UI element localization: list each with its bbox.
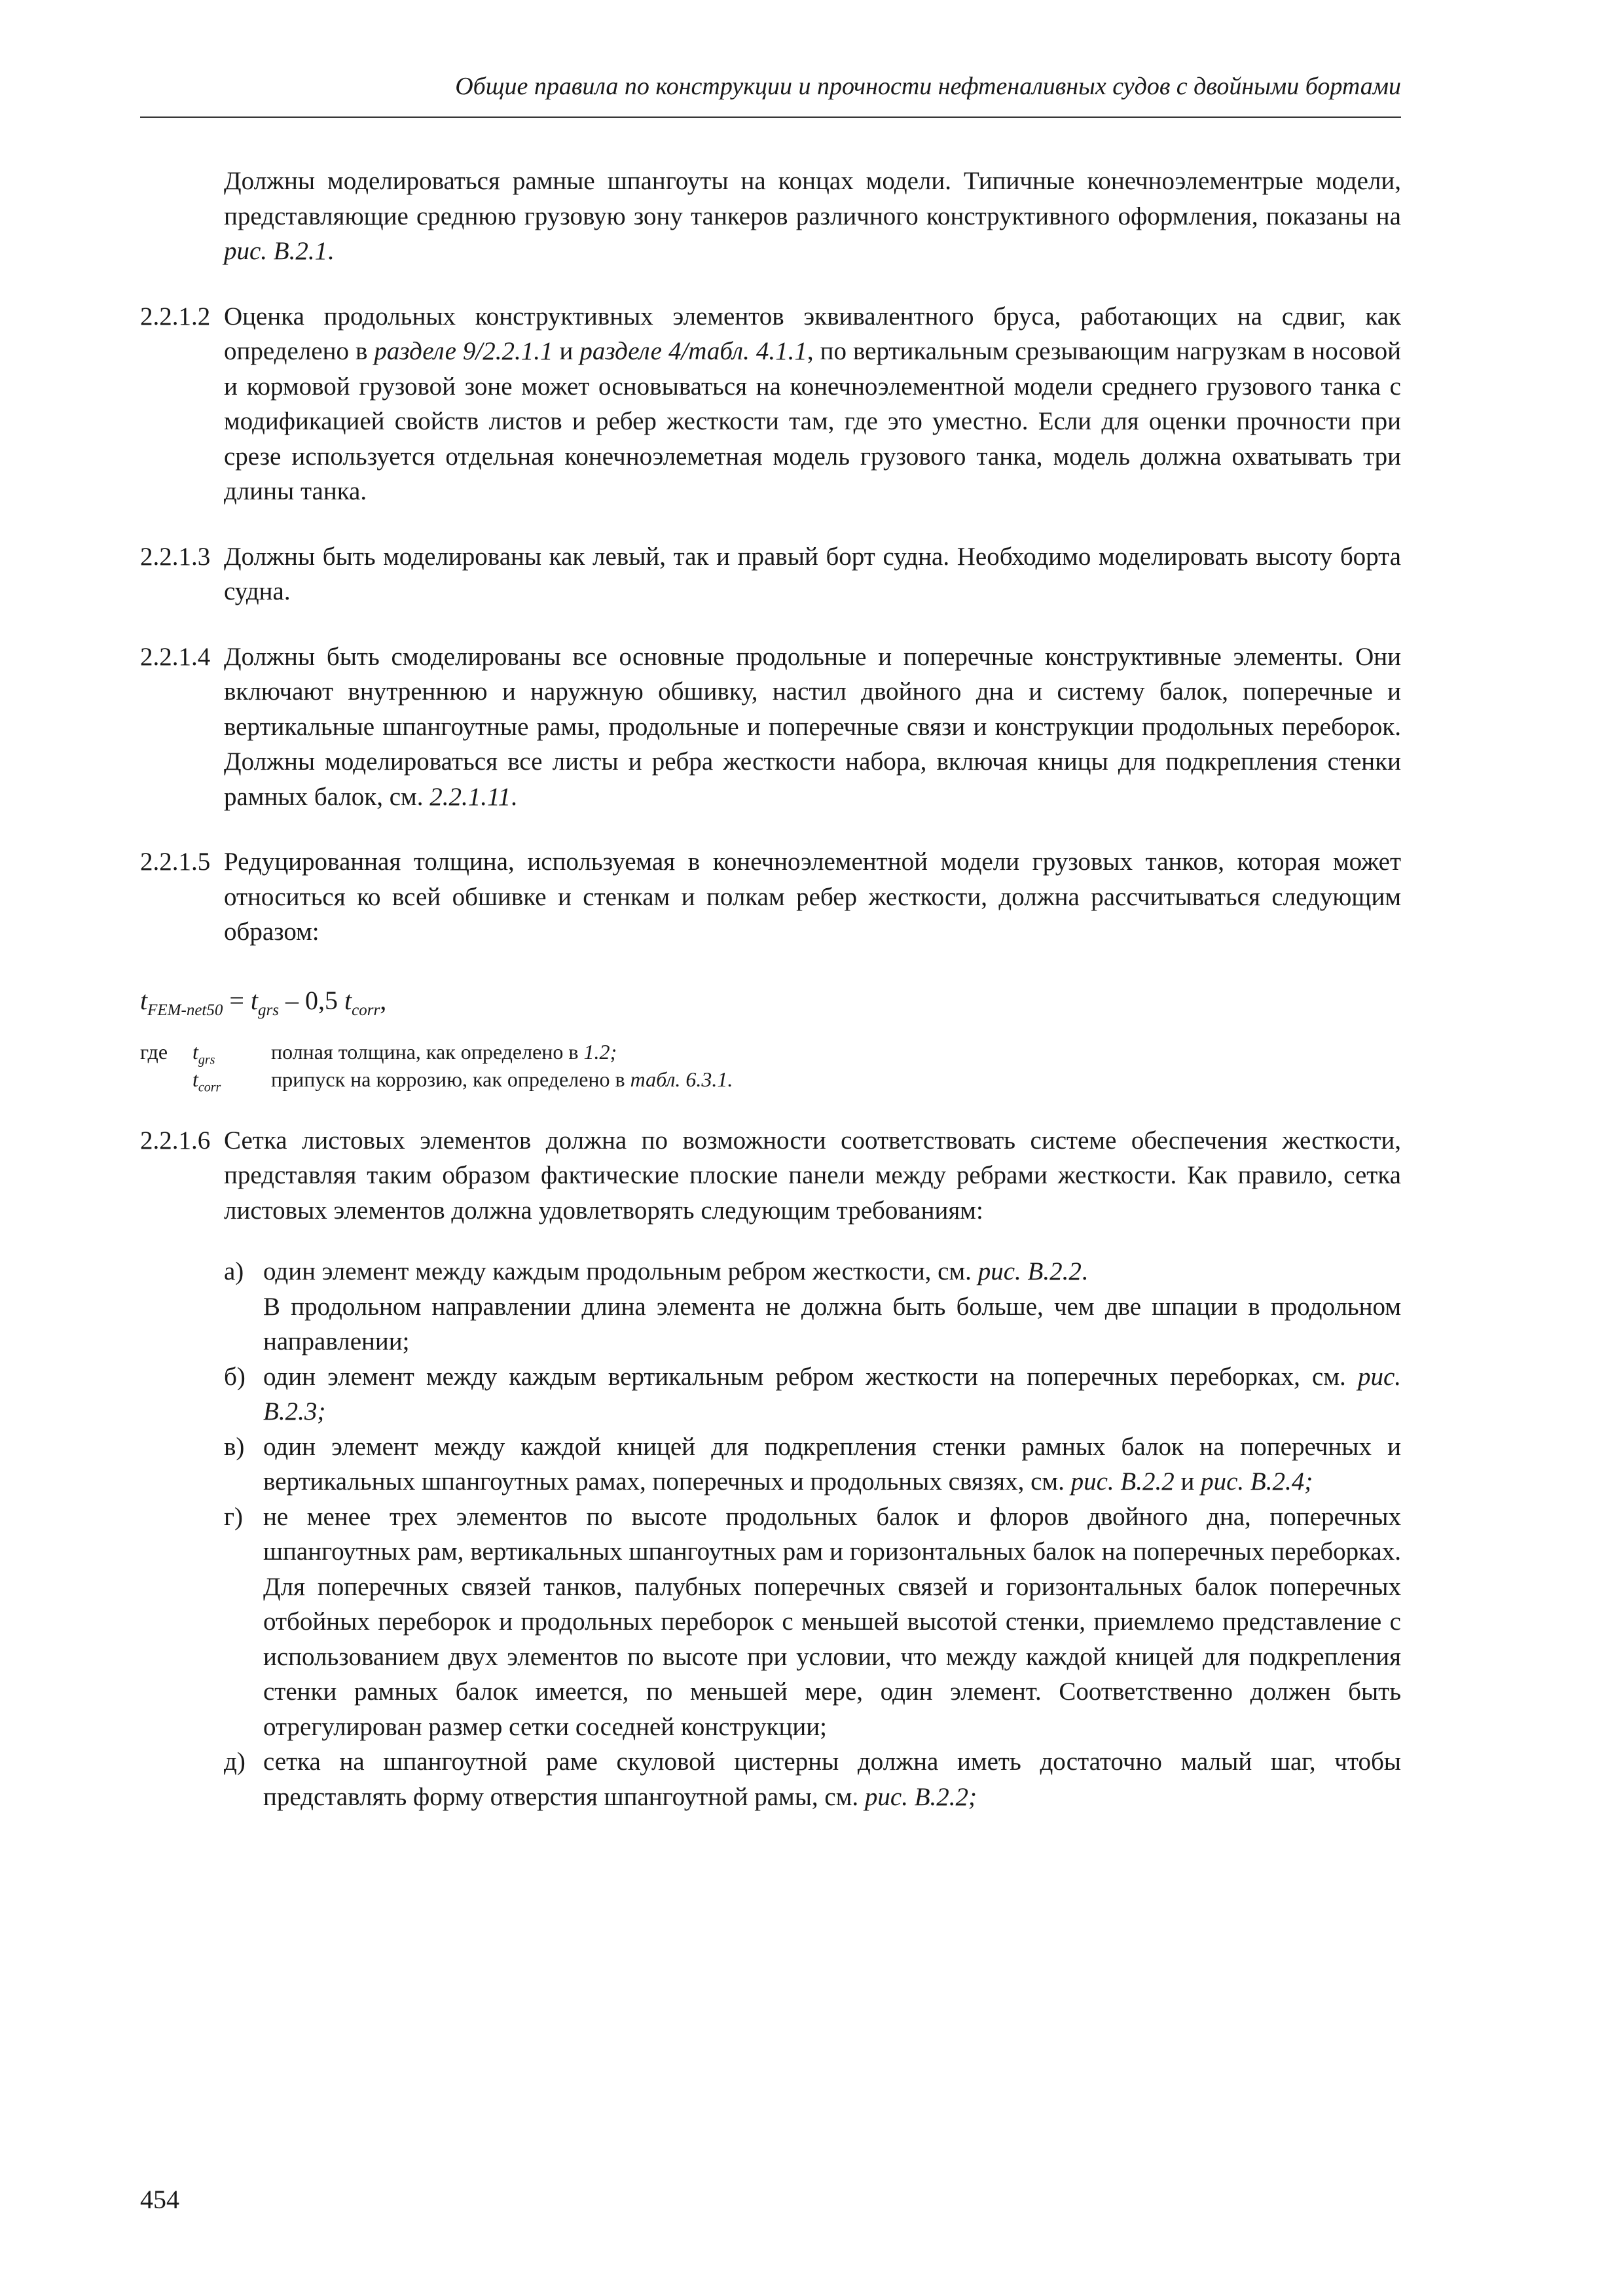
figure-ref: рис. В.2.2; bbox=[864, 1782, 977, 1811]
definition-ref: табл. 6.3.1. bbox=[630, 1067, 733, 1091]
list-item-v bbox=[224, 1429, 1401, 1499]
intro-paragraph bbox=[140, 164, 1401, 269]
paragraph-end: . bbox=[511, 782, 517, 811]
list-marker: д) bbox=[224, 1748, 246, 1776]
paragraph-2-2-1-6 bbox=[140, 1123, 1401, 1229]
paragraph-text: Должны быть моделированы как левый, так и правый борт судна. Необходимо моделировать высоту борта судна. bbox=[224, 542, 1401, 605]
paragraph-number: 2.2.1.6 bbox=[140, 1126, 211, 1155]
paragraph-2-2-1-4 bbox=[140, 639, 1401, 815]
definition-row bbox=[140, 1038, 1401, 1066]
section-ref-2: разделе 4/табл. 4.1.1 bbox=[579, 337, 807, 365]
where-label: где bbox=[140, 1039, 168, 1064]
list-marker: г) bbox=[224, 1502, 243, 1531]
intro-text: Должны моделироваться рамные шпангоуты на концах модели. Типичные конечноэлементрые модели, представляющие среднюю грузовую зону танкеров различного конструктивного оформления, показаны на bbox=[224, 167, 1401, 230]
intro-figure-ref: рис. В.2.1 bbox=[224, 237, 328, 265]
list-item-text: один элемент между каждой кницей для подкрепления стенки рамных балок на поперечных и вертикальных шпангоутных рамах, поперечных и продольных связях, см. bbox=[263, 1432, 1401, 1496]
definition-symbol: $t_{corr}$ bbox=[192, 1067, 221, 1094]
header-divider bbox=[140, 117, 1401, 118]
formula-minus: – 0,5 bbox=[279, 985, 345, 1015]
intro-end: . bbox=[327, 237, 334, 265]
paragraph-number: 2.2.1.2 bbox=[140, 302, 211, 331]
list-item-mid: и bbox=[1174, 1467, 1201, 1496]
list-item-text: сетка на шпангоутной раме скуловой цистерны должна иметь достаточно малый шаг, чтобы представлять форму отверстия шпангоутной рамы, см. bbox=[263, 1748, 1401, 1811]
list-item-g bbox=[224, 1499, 1401, 1745]
paragraph-number: 2.2.1.3 bbox=[140, 542, 211, 571]
formula-subscript: FEM-net50 bbox=[147, 1001, 223, 1019]
list-item-text: один элемент между каждым продольным ребром жесткости, см. bbox=[263, 1257, 978, 1285]
formula-definitions bbox=[140, 1038, 1401, 1093]
list-item-text: не менее трех элементов по высоте продольных балок и флоров двойного дна, поперечных шпангоутных рам, вертикальных шпангоутных рам и горизонтальных балок на поперечных переборках. Для поперечных связей танков, палубных поперечных связей и горизонтальных балок поперечных отбойных переборок и продольных переборок с меньшей высотой стенки, приемлемо представление с использованием двух элементов по высоте при условии, что между каждой кницей для подкрепления стенки рамных балок имеется, по меньшей мере, один элемент. Соответственно должен быть отрегулирован размер сетки соседней конструкции; bbox=[263, 1502, 1401, 1741]
section-ref: 2.2.1.11 bbox=[429, 782, 511, 811]
definition-row bbox=[140, 1066, 1401, 1093]
figure-ref: рис. В.2.4; bbox=[1201, 1467, 1313, 1496]
figure-ref: рис. В.2.2 bbox=[977, 1257, 1082, 1285]
mesh-requirements-list bbox=[140, 1254, 1401, 1814]
list-item-text: один элемент между каждым вертикальным ребром жесткости на поперечных переборках, см. bbox=[263, 1362, 1358, 1391]
paragraph-2-2-1-5 bbox=[140, 844, 1401, 950]
paragraph-text-c: , по вертикальным срезывающим нагрузкам в носовой и кормовой грузовой зоне может основываться на конечноэлементной модели среднего грузового танка с модификацией свойств листов и ребер жесткости там, где это уместно. Если для оценки прочности при срезе используется отдельная конечноэлеметная модель грузового танка, модель должна охватывать три длины танка. bbox=[224, 337, 1402, 505]
section-ref-1: разделе 9/2.2.1.1 bbox=[374, 337, 553, 365]
list-item-b bbox=[224, 1359, 1401, 1429]
formula-symbol: t bbox=[250, 985, 259, 1015]
formula-subscript: grs bbox=[258, 1001, 280, 1019]
paragraph-text: Сетка листовых элементов должна по возможности соответствовать системе обеспечения жесткости, представляя таким образом фактические плоские панели между ребрами жесткости. Как правило, сетка листовых элементов должна удовлетворять следующим требованиям: bbox=[224, 1126, 1401, 1225]
definition-ref: 1.2; bbox=[583, 1039, 617, 1064]
formula-symbol: t bbox=[344, 985, 352, 1015]
net-thickness-formula bbox=[140, 982, 1401, 1029]
paragraph-number: 2.2.1.4 bbox=[140, 642, 211, 671]
document-body bbox=[140, 164, 1401, 1814]
definition-symbol: $t_{grs}$ bbox=[192, 1039, 215, 1067]
formula-symbol: t bbox=[140, 985, 148, 1015]
paragraph-text: Должны быть смоделированы все основные продольные и поперечные конструктивные элементы. Они включают внутреннюю и наружную обшивку, настил двойного дна и систему балок, поперечные и вертикальные шпангоутные рамы, продольные и поперечные связи и конструкции продольных переборок. Должны моделироваться все листы и ребра жесткости набора, включая кницы для подкрепления стенки рамных балок, см. bbox=[224, 642, 1401, 811]
paragraph-text-a: Оценка продольных конструктивных элементов эквивалентного бруса, работающих на сдвиг, как определено в bbox=[224, 302, 1401, 365]
list-marker: б) bbox=[224, 1362, 246, 1391]
formula-end: , bbox=[380, 985, 387, 1015]
list-item-d bbox=[224, 1744, 1401, 1814]
list-item-end: . bbox=[1081, 1257, 1088, 1285]
paragraph-number: 2.2.1.5 bbox=[140, 848, 211, 876]
running-header: Общие правила по конструкции и прочности нефтеналивных судов с двойными бортами bbox=[455, 73, 1401, 100]
figure-ref: рис. В.2.2 bbox=[1070, 1467, 1175, 1496]
definition-text: припуск на коррозию, как определено в bbox=[271, 1067, 630, 1091]
list-marker: а) bbox=[224, 1257, 244, 1285]
page-number: 454 bbox=[140, 2185, 179, 2214]
formula-equals: = bbox=[223, 985, 251, 1015]
paragraph-2-2-1-3 bbox=[140, 539, 1401, 609]
paragraph-text: Редуцированная толщина, используемая в конечноэлементной модели грузовых танков, которая может относиться ко всей обшивке и стенкам и полкам ребер жесткости, должна рассчитываться следующим образом: bbox=[224, 848, 1401, 946]
formula-subscript: corr bbox=[352, 1001, 380, 1019]
list-item-a bbox=[224, 1254, 1401, 1359]
definition-text: полная толщина, как определено в bbox=[271, 1039, 584, 1064]
paragraph-text-b: и bbox=[553, 337, 580, 365]
paragraph-2-2-1-2 bbox=[140, 299, 1401, 509]
figure-ref: рис. В.2.3; bbox=[263, 1362, 1401, 1426]
list-item-extra: В продольном направлении длина элемента не должна быть больше, чем две шпации в продольном направлении; bbox=[263, 1292, 1401, 1355]
list-marker: в) bbox=[224, 1432, 245, 1461]
